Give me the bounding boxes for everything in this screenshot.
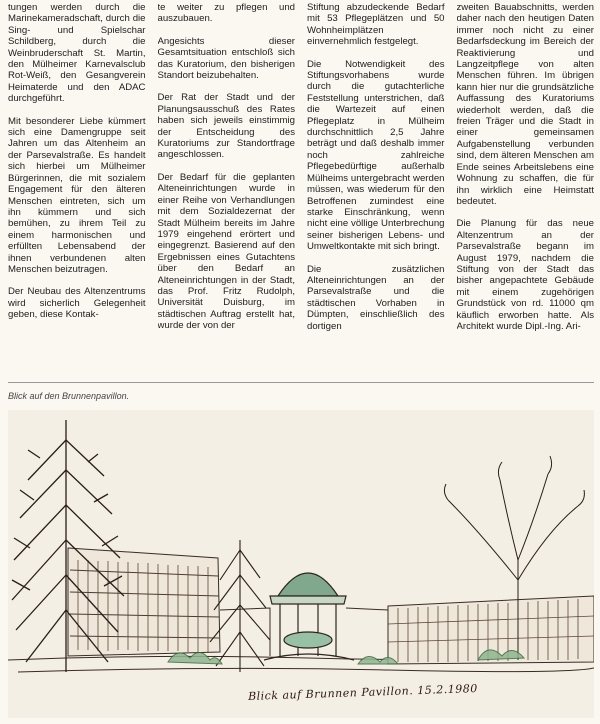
divider — [8, 382, 594, 383]
text-columns — [8, 2, 594, 374]
paragraph: Der Neubau des Altenzentrums wird sicherlich Gelegenheit geben, diese Kontak- — [8, 286, 146, 321]
paragraph: te weiter zu pflegen und auszubauen. — [157, 2, 295, 25]
paragraph: Angesichts dieser Gesamtsituation entschloß sich das Kuratorium, den bisherigen Standort beizubehalten. — [157, 35, 295, 82]
paragraph: Die zusätzlichen Alteneinrichtungen an der Parsevalstraße und die städtischen Vorhaben in Dümpten, einschließlich des dortigen — [307, 263, 445, 332]
paragraph: Die Planung für das neue Altenzentrum an der Parsevalstraße begann im August 1979, nachdem die Stiftung von der Stadt das bisher angepachtete Gebäude mit einem zugehörigen Grundstück von rd. 11000 qm käuflich erworben hatte. Als Architekt wurde Dipl.-Ing. Ari- — [456, 218, 594, 332]
column-3 — [307, 2, 445, 374]
paragraph: zweiten Bauabschnitts, werden daher nach den heutigen Daten immer noch nicht zu einer Bedarfsdeckung im Bereich der Reaktivierung und Langzeitpflege von alten Menschen führen. Im übrigen kann hier nur die grundsätzliche Auffassung des Kuratoriums wiederholt werden, daß die freien Träger und die Stadt in einer gemeinsamen Aufgabenstellung verbunden sind, dem älteren Menschen am Ende seines Arbeitslebens eine Wohnung zu schaffen, die für ihn wirklich eine Heimstatt bedeutet. — [456, 2, 594, 207]
paragraph: tungen werden durch die Marinekameradschaft, durch die Sing- und Spielschar Schildberg, durch die Weinbruderschaft St. Martin, den Mülheimer Karnevalsclub Rot-Weiß, den Gesangverein Heimaterde und den ADAC durchgeführt. — [8, 2, 146, 105]
paragraph: Mit besonderer Liebe kümmert sich eine Damengruppe seit Jahren um das Altenheim an der Parsevalstraße. Es handelt sich hierbei um Mülheimer Bürgerinnen, die mit sozialem Engagement für den älteren Menschen eintreten, sich um ihn kümmern und sich bemühen, zu ihrem Teil zu einem harmonischen und erfüllten Lebensabend der ihnen verbundenen alten Menschen beizutragen. — [8, 115, 146, 275]
column-1 — [8, 2, 146, 374]
column-2 — [158, 2, 296, 374]
paragraph: Der Rat der Stadt und der Planungsausschuß des Rates haben sich jeweils einstimmig der Entscheidung des Kuratoriums zur Standortfrage angeschlossen. — [157, 92, 295, 161]
brunnenpavillon-sketch — [8, 410, 594, 718]
paragraph: Stiftung abzudeckende Bedarf mit 53 Pflegeplätzen und 50 Wohnheimplätzen einvernehmlich festgelegt. — [307, 2, 445, 48]
pavilion — [264, 573, 354, 660]
column-4 — [457, 2, 595, 374]
paragraph: Der Bedarf für die geplanten Alteneinrichtungen wurde in einer Reihe von Verhandlungen mit dem Sozialdezernat der Stadt Mülheim bereits im Jahre 1979 eingehend erörtert und eingegrenzt. Basierend auf den Ergebnissen eines Gutachtens über den Bedarf an Alteneinrichtungen in der Stadt, das Prof. Fritz Rudolph, Universität Duisburg, im städtischen Auftrag erstellt hat, wurde der von der — [157, 171, 295, 332]
handwritten-note: Blick auf Brunnen Pavillon. 15.2.1980 — [247, 681, 478, 704]
figure-caption: Blick auf den Brunnenpavillon. — [8, 391, 130, 401]
sketch-drawing — [8, 410, 594, 718]
paragraph: Die Notwendigkeit des Stiftungsvorhabens wurde durch die gutachterliche Feststellung unterstrichen, daß die Wartezeit auf einen Pflegeplatz in Mülheim durchschnittlich 2,5 Jahre beträgt und daß deshalb immer noch zahlreiche Pflegebedürftige außerhalb Mülheims untergebracht werden müssen, was wiederum für den Betroffenen zumindest eine starke Einschränkung, wenn nicht eine völlige Unterbrechung seiner bisherigen Lebens- und Umweltkontakte mit sich bringt. — [307, 58, 445, 253]
